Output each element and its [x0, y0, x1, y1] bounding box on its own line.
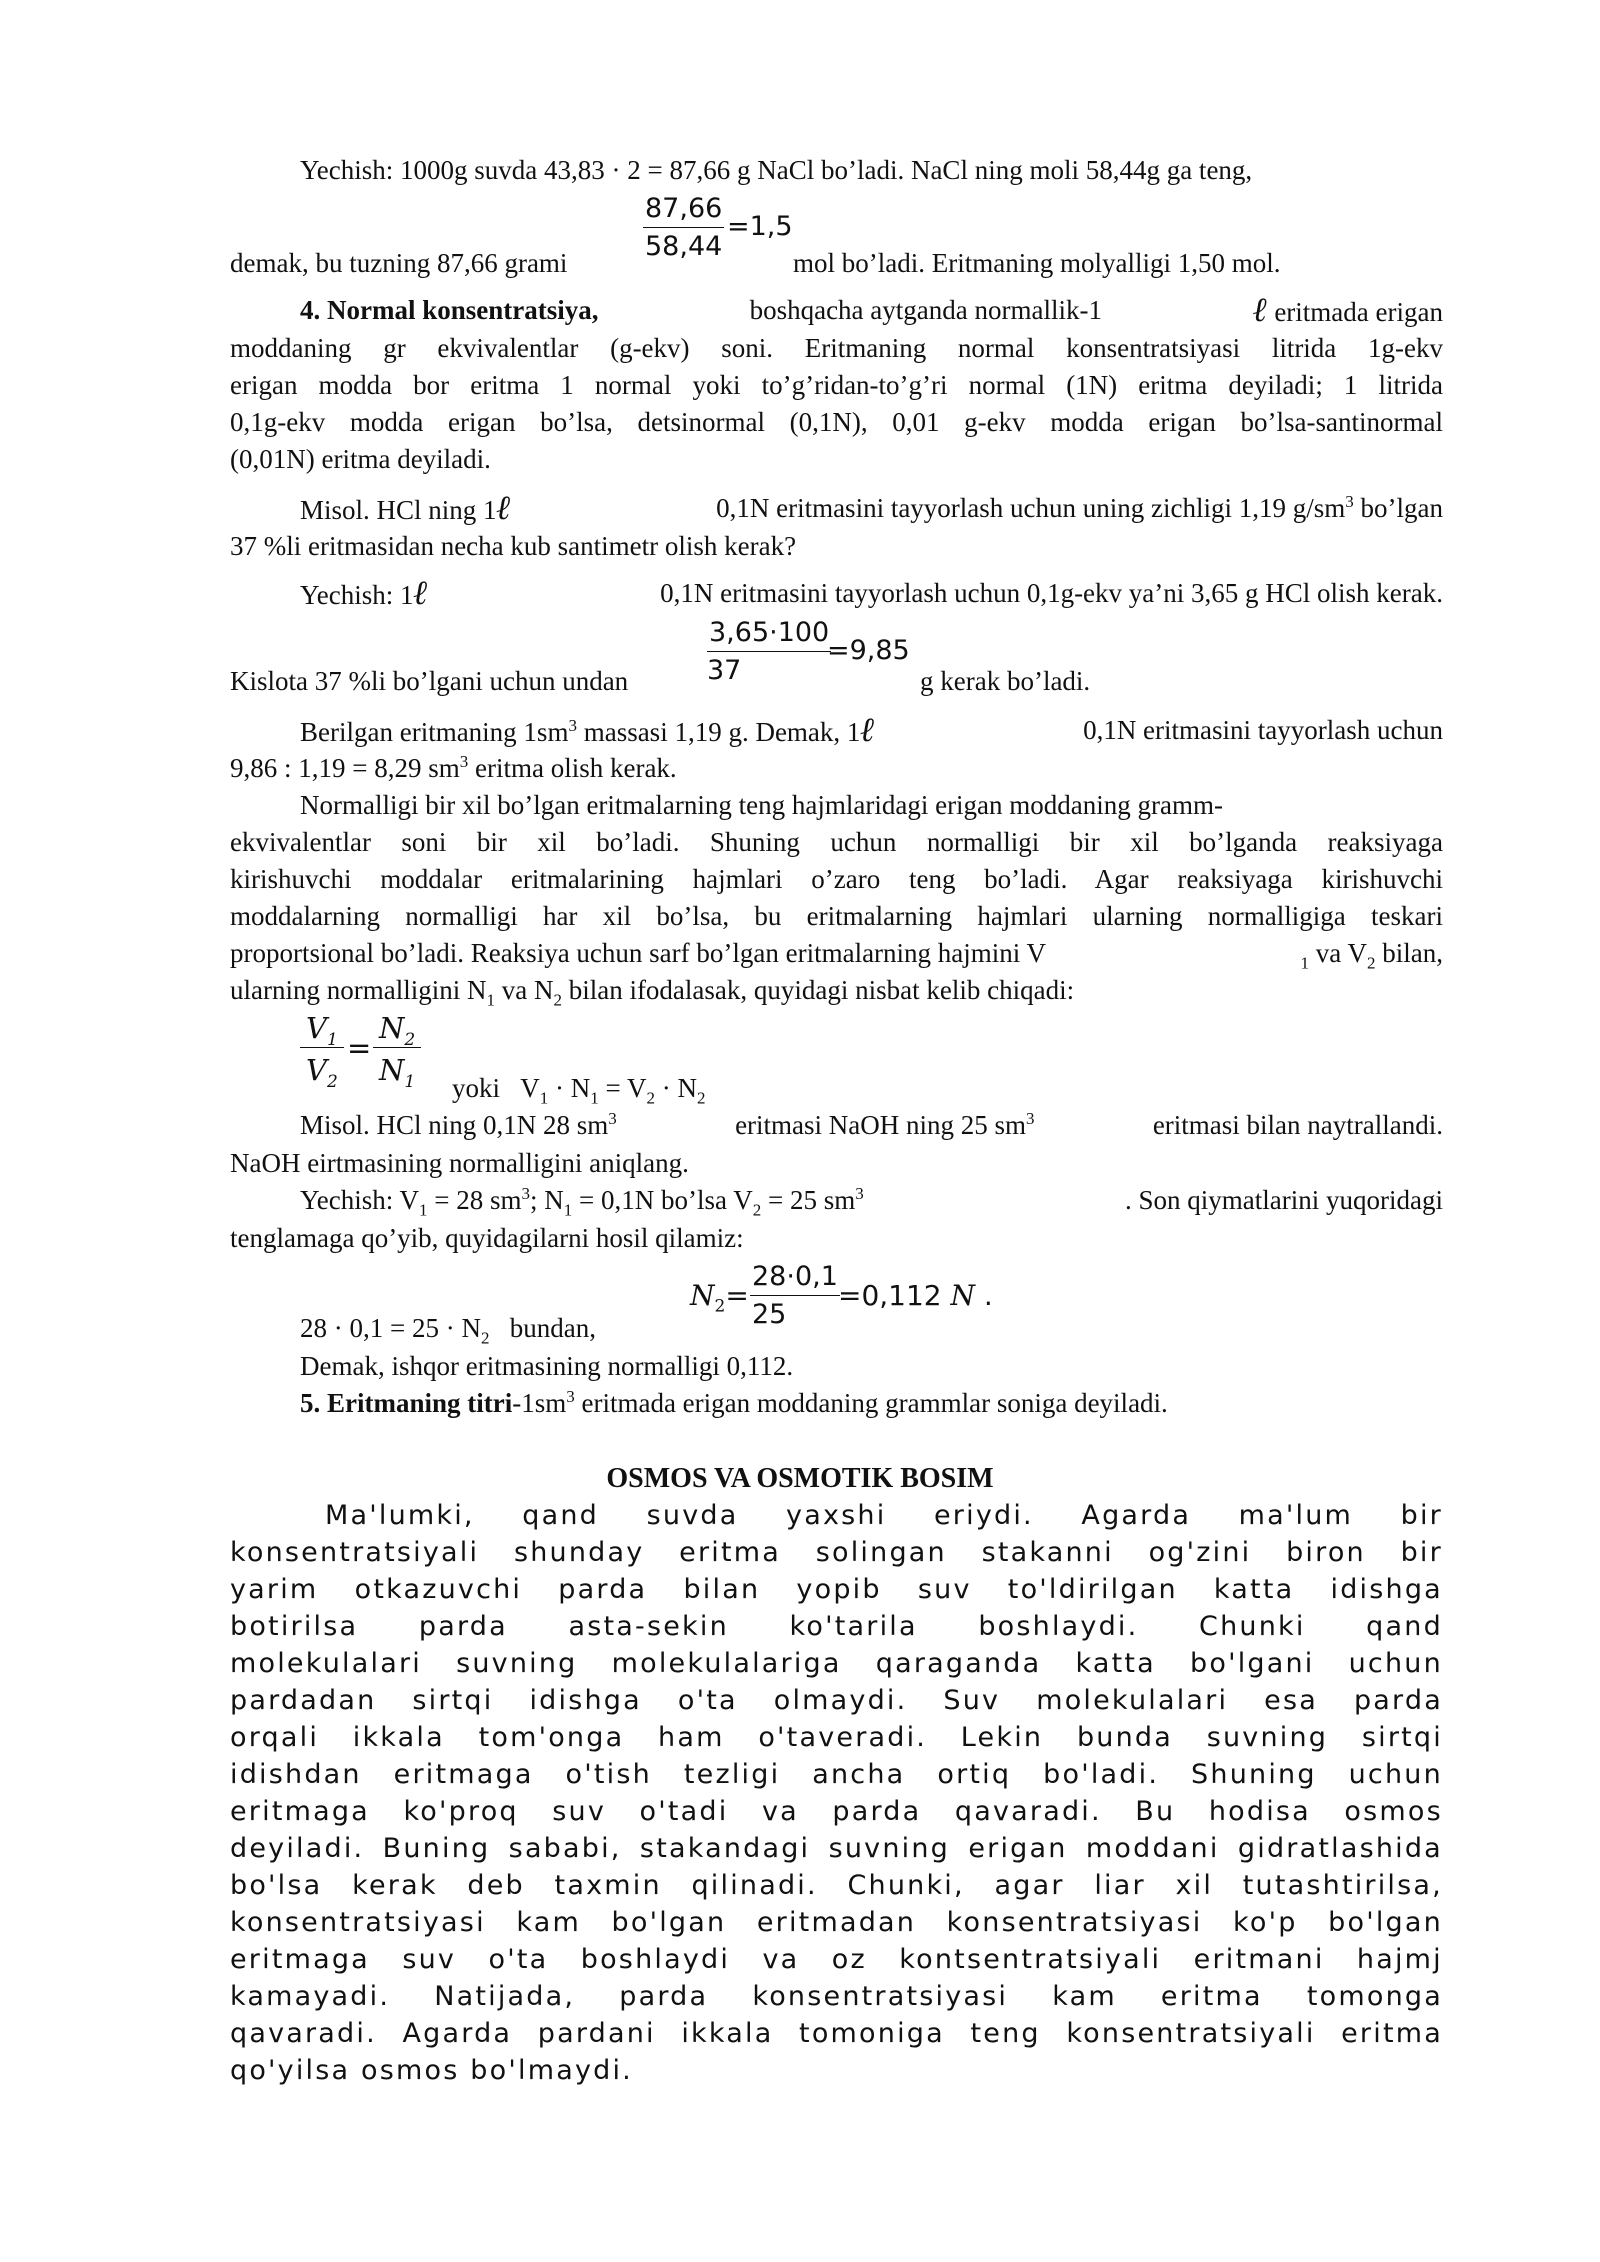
osmos-line: pardadan sirtqi idishga o'ta olmaydi. Suv molekulalari esa parda: [230, 1685, 1443, 1716]
text-fragment: V: [520, 1073, 540, 1103]
text-fragment: = 28 sm: [434, 1185, 522, 1215]
text-fragment: bilan,: [1382, 938, 1443, 968]
text-fragment: eritma olish kerak.: [475, 753, 677, 783]
subscript: 1: [590, 1088, 599, 1108]
text-line: Yechish: 1000g suvda 43,83 · 2 = 87,66 g NaCl bo’ladi. NaCl ning moli 58,44g ga teng,: [300, 155, 1253, 185]
superscript: 3: [608, 1109, 617, 1128]
text-line: kirishuvchi moddalar eritmalarining hajmlari o’zaro teng bo’ladi. Agar reaksiyaga kirishuvchi: [230, 864, 1443, 894]
text-fragment: Berilgan eritmaning 1sm: [300, 717, 569, 747]
text-fragment: 28 · 0,1 = 25 · N: [300, 1313, 481, 1343]
fraction-result: =1,5: [727, 211, 793, 242]
text-line: [300, 490, 1443, 529]
fraction-mass: [707, 614, 831, 689]
text-line: tenglamaga qo’yib, quyidagilarni hosil qilamiz:: [230, 1223, 744, 1253]
text-line: [300, 292, 1443, 331]
superscript: 3: [1345, 492, 1354, 511]
equals-sign: =: [347, 1031, 372, 1065]
text-line: [300, 1182, 1443, 1219]
superscript: 3: [459, 752, 469, 771]
fraction-denominator: 58,44: [645, 231, 723, 262]
osmos-line: qo'yilsa osmos bo'lmaydi.: [230, 2055, 633, 2086]
subscript: 1: [404, 1071, 416, 1092]
text-fragment: Misol. HCl ning 1: [300, 495, 497, 525]
text-fragment: · N: [555, 1073, 591, 1103]
text-line: erigan modda bor eritma 1 normal yoki to’g’ridan-to’g’ri normal (1N) eritma deyiladi; 1 litrida: [230, 370, 1443, 400]
fraction-normality-ratio: [373, 1010, 421, 1092]
text-line: ekvivalentlar soni bir xil bo’ladi. Shuning uchun normalligi bir xil bo’lganda reaksiyaga: [230, 827, 1443, 857]
section-title: Normal konsentratsiya,: [327, 295, 599, 325]
superscript: 3: [568, 716, 577, 735]
text-fragment: · N: [661, 1073, 698, 1103]
text-line: 37 %li eritmasidan necha kub santimetr olish kerak?: [230, 531, 797, 561]
text-line: [300, 1385, 1168, 1422]
fraction-numerator: 28·0,1: [750, 1258, 840, 1296]
subscript: 2: [752, 1200, 762, 1220]
osmos-line: kamayadi. Natijada, parda konsentratsiyasi kam eritma tomonga: [230, 1981, 1443, 2012]
text-fragment: ularning normalligini N: [230, 975, 487, 1005]
text-line: [300, 1107, 1443, 1144]
text-line: moddalarning normalligi har xil bo’lsa, bu eritmalarning hajmlari ularning normalligiga teskari: [230, 901, 1443, 931]
section-number: 4.: [300, 295, 321, 325]
section-heading: OSMOS VA OSMOTIK BOSIM: [606, 1463, 994, 1494]
subscript: 1: [563, 1200, 573, 1220]
liter-symbol: ℓ: [413, 573, 429, 613]
text-fragment: yoki: [452, 1073, 501, 1103]
text-fragment: = 0,1N bo’lsa V: [579, 1185, 753, 1215]
fraction-numerator: 3,65·100: [707, 614, 831, 652]
liter-symbol: ℓ: [860, 710, 875, 750]
superscript: 3: [855, 1184, 864, 1203]
superscript: 3: [521, 1184, 531, 1203]
text-line: (0,01N) eritma deyiladi.: [230, 444, 491, 474]
subscript: 1: [419, 1200, 428, 1220]
subscript: 2: [480, 1328, 490, 1348]
symbol: N: [950, 1279, 976, 1312]
text-fragment: va V: [1315, 938, 1367, 968]
text-fragment: va N: [501, 975, 554, 1005]
text-line: [230, 935, 1443, 972]
text-fragment: Misol. HCl ning 0,1N 28 sm: [300, 1110, 609, 1140]
text-fragment: bundan,: [509, 1313, 596, 1343]
text-fragment: bo’lgan: [1360, 493, 1443, 523]
subscript: 1: [1300, 953, 1309, 973]
formula-result: =0,112 N .: [838, 1279, 993, 1312]
osmos-line: Ma'lumki, qand suvda yaxshi eriydi. Agarda ma'lum bir: [325, 1500, 1443, 1531]
text-line: demak, bu tuzning 87,66 grami: [230, 248, 568, 278]
osmos-line: yarim otkazuvchi parda bilan yopib suv to'ldirilgan katta idishga: [230, 1574, 1443, 1605]
subscript: 2: [1367, 953, 1376, 973]
fraction-numerator: 87,66: [643, 190, 724, 228]
osmos-line: konsentratsiyali shunday eritma solingan stakanni og'zini biron bir: [230, 1537, 1443, 1568]
text-fragment: ; N: [530, 1185, 564, 1215]
symbol: N: [379, 1053, 405, 1087]
text-fragment: 0,1N eritmasini tayyorlash uchun: [1083, 715, 1443, 745]
symbol: V: [306, 1053, 327, 1087]
osmos-line: bo'lsa kerak deb taxmin qilinadi. Chunki, agar liar xil tutashtirilsa,: [230, 1870, 1443, 1901]
text-line: [300, 787, 1443, 824]
subscript: 2: [697, 1088, 706, 1108]
section-title: 5. Eritmaning titri: [300, 1388, 513, 1418]
osmos-line: molekulalari suvning molekulalariga qaraganda katta bo'lgani uchun: [230, 1648, 1443, 1679]
text-fragment: = 25 sm: [768, 1185, 856, 1215]
text-fragment: massasi 1,19 g. Demak, 1: [583, 717, 861, 747]
symbol: V: [306, 1011, 327, 1045]
osmos-line: orqali ikkala tom'onga ham o'taveradi. Lekin bunda suvning sirtqi: [230, 1722, 1443, 1753]
text-line: 0,1g-ekv modda erigan bo’lsa, detsinormal (0,1N), 0,01 g-ekv modda erigan bo’lsa-santinormal: [230, 407, 1443, 437]
fraction-volume-ratio: [300, 1010, 344, 1092]
fraction-result: =9,85: [827, 635, 910, 666]
text-line: [230, 972, 1074, 1009]
subscript: 2: [646, 1088, 656, 1108]
text-fragment: 0,1N eritmasini tayyorlash uchun uning zichligi 1,19 g/sm: [716, 493, 1346, 523]
superscript: 3: [1026, 1109, 1035, 1128]
symbol: N: [690, 1279, 715, 1312]
text-fragment: eritmada erigan: [1274, 297, 1443, 327]
text-fragment: = V: [605, 1073, 647, 1103]
osmos-line: eritmaga suv o'ta boshlaydi va oz kontsentratsiyali eritmani hajmj: [230, 1944, 1443, 1975]
text-fragment: =0,112: [838, 1279, 942, 1312]
text-fragment: . Son qiymatlarini yuqoridagi: [1125, 1185, 1443, 1215]
text-fragment: eritmada erigan moddaning grammlar soniga deyiladi.: [581, 1388, 1168, 1418]
text-line: moddaning gr ekvivalentlar (g-ekv) soni. Eritmaning normal konsentratsiyasi litrida 1g-ekv: [230, 333, 1443, 363]
text-line: [300, 575, 1443, 614]
fraction-denominator: 37: [707, 655, 742, 686]
liter-symbol: ℓ: [496, 488, 512, 528]
symbol: N: [379, 1011, 405, 1045]
text-line: g kerak bo’ladi.: [920, 666, 1091, 696]
subscript: 2: [326, 1071, 338, 1092]
text-fragment: 0,1N eritmasini tayyorlash uchun 0,1g-ekv ya’ni 3,65 g HCl olish kerak.: [660, 578, 1443, 608]
text-fragment: bilan ifodalasak, quyidagi nisbat kelib chiqadi:: [568, 975, 1075, 1005]
text-line: [300, 712, 1443, 751]
liter-symbol: ℓ: [1253, 290, 1268, 330]
osmos-line: idishdan eritmaga o'tish tezligi ancha ortiq bo'ladi. Shuning uchun: [230, 1759, 1443, 1790]
text-fragment: 9,86 : 1,19 = 8,29 sm: [230, 753, 460, 783]
text-fragment: eritmasi bilan naytrallandi.: [1152, 1110, 1443, 1140]
text-line: Demak, ishqor eritmasining normalligi 0,112.: [300, 1351, 794, 1381]
text-line: mol bo’ladi. Eritmaning molyalligi 1,50 mol.: [793, 248, 1281, 278]
text-line: [452, 1070, 706, 1107]
text-line: Kislota 37 %li bo’lgani uchun undan: [230, 666, 629, 696]
text-fragment: -1sm: [512, 1388, 567, 1418]
subscript: 1: [326, 1029, 338, 1050]
text-fragment: Yechish: 1: [300, 580, 414, 610]
subscript: 2: [553, 990, 562, 1010]
osmos-line: botirilsa parda asta-sekin ko'tarila boshlaydi. Chunki qand: [230, 1611, 1443, 1642]
superscript: 3: [566, 1387, 575, 1406]
formula-symbol: $N_2=$: [690, 1279, 749, 1317]
text-fragment: boshqacha aytganda normallik-1: [749, 295, 1102, 325]
text-line: [230, 750, 677, 787]
osmos-line: eritmaga ko'proq suv o'tadi va parda qavaradi. Bu hodisa osmos: [230, 1796, 1443, 1827]
osmos-line: deyiladi. Buning sababi, stakandagi suvning erigan moddani gidratlashida: [230, 1833, 1443, 1864]
subscript: 1: [539, 1088, 549, 1108]
fraction-normality-calc: [750, 1258, 840, 1333]
subscript: 2: [714, 1296, 726, 1317]
osmos-line: konsentratsiyasi kam bo'lgan eritmadan konsentratsiyasi ko'p bo'lgan: [230, 1907, 1443, 1938]
text-fragment: Normalligi bir xil bo’lgan eritmalarning teng hajmlaridagi erigan moddaning gramm-: [300, 790, 1223, 820]
text-line: NaOH eirtmasining normalligini aniqlang.: [230, 1148, 689, 1178]
text-line: [300, 1310, 596, 1347]
text-fragment: Yechish: V: [300, 1185, 420, 1215]
fraction-molality: [643, 190, 724, 265]
subscript: 2: [404, 1029, 416, 1050]
text-fragment: eritmasi NaOH ning 25 sm: [735, 1110, 1027, 1140]
subscript: 1: [486, 990, 495, 1010]
osmos-line: qavaradi. Agarda pardani ikkala tomoniga teng konsentratsiyali eritma: [230, 2018, 1443, 2049]
fraction-denominator: 25: [752, 1299, 787, 1330]
text-fragment: proportsional bo’ladi. Reaksiya uchun sarf bo’lgan eritmalarning hajmini V: [230, 938, 1047, 968]
